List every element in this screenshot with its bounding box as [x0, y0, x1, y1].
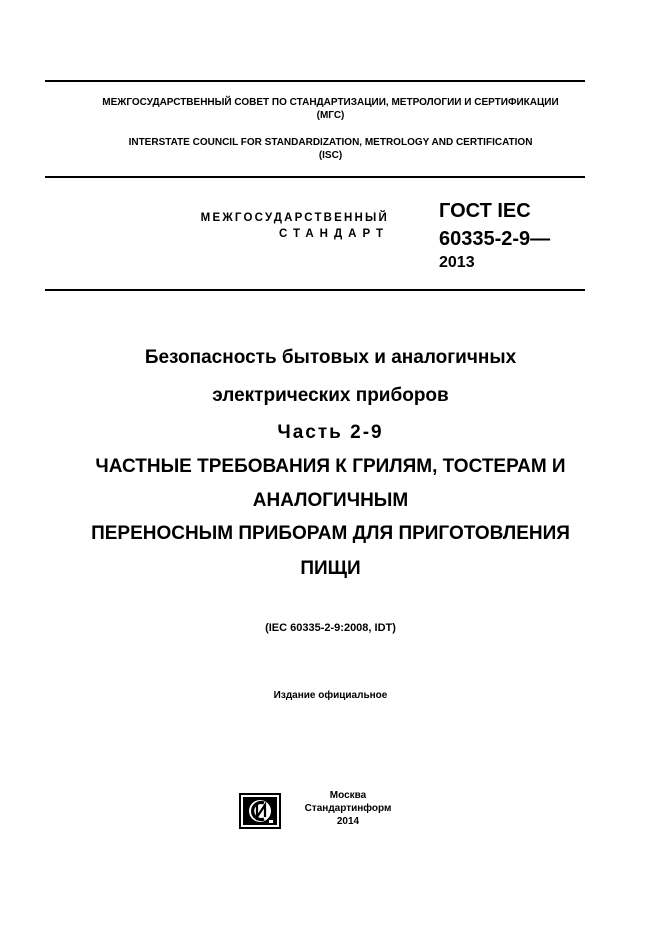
standard-designation	[439, 197, 550, 273]
publisher-year: 2014	[336, 816, 360, 827]
title-line1: Безопасность бытовых и аналогичных	[144, 347, 517, 368]
top-rule	[45, 80, 585, 82]
council-divider	[45, 176, 585, 178]
title-line6: ПЕРЕНОСНЫМ ПРИБОРАМ ДЛЯ ПРИГОТОВЛЕНИЯ	[91, 523, 570, 544]
designation-line2: 60335-2-9—	[439, 228, 551, 250]
designation-divider	[45, 289, 585, 291]
title-part: Часть 2-9	[277, 422, 384, 443]
designation-line1: ГОСТ IEC	[439, 200, 531, 222]
title-line7: ПИЩИ	[300, 558, 361, 579]
council-ru-abbr: (МГС)	[316, 110, 345, 121]
edition-note: Издание официальное	[273, 690, 388, 701]
standard-type-line2: СТАНДАРТ	[279, 228, 389, 240]
title-line4: ЧАСТНЫЕ ТРЕБОВАНИЯ К ГРИЛЯМ, ТОСТЕРАМ И	[95, 456, 566, 477]
standard-type-line1: МЕЖГОСУДАРСТВЕННЫЙ	[200, 212, 389, 224]
title-line2: электрических приборов	[212, 385, 449, 406]
publisher-name: Стандартинформ	[304, 803, 392, 814]
publisher-block	[296, 789, 400, 828]
iec-reference: (IEC 60335-2-9:2008, IDT)	[265, 622, 396, 634]
designation-line3: 2013	[439, 254, 475, 271]
title-line5: АНАЛОГИЧНЫМ	[252, 490, 409, 511]
council-en-name: INTERSTATE COUNCIL FOR STANDARDIZATION, METROLOGY AND CERTIFICATION	[128, 137, 533, 148]
council-ru-name: МЕЖГОСУДАРСТВЕННЫЙ СОВЕТ ПО СТАНДАРТИЗАЦИИ, МЕТРОЛОГИИ И СЕРТИФИКАЦИИ	[102, 97, 559, 108]
publisher-city: Москва	[329, 790, 367, 801]
council-en-abbr: (ISC)	[318, 150, 343, 161]
standartinform-logo-icon	[239, 793, 281, 829]
